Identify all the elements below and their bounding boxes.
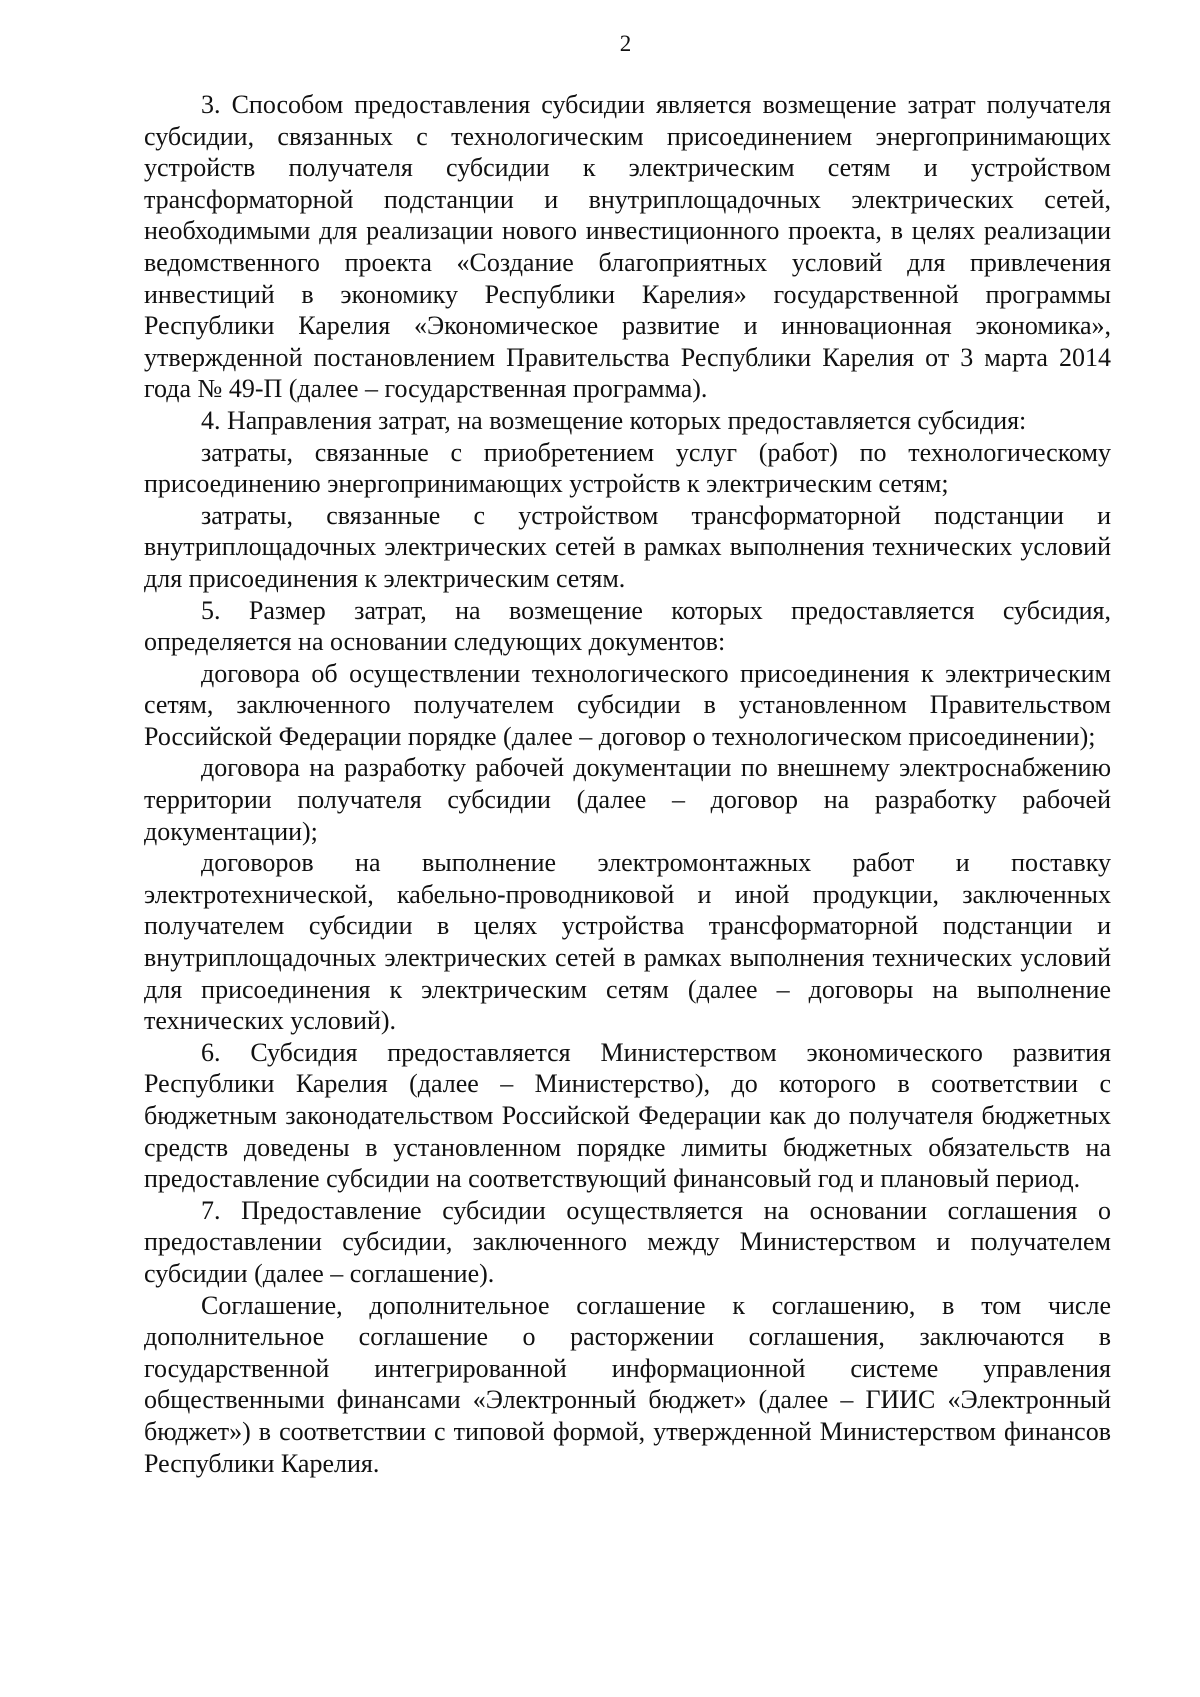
paragraph-5-item-design-contract: договора на разработку рабочей документации по внешнему электроснабжению территории получателя субсидии (далее – договор на разработку рабочей документации); <box>144 753 1111 846</box>
paragraph-5-item-connection-contract: договора об осуществлении технологического присоединения к электрическим сетям, заключенного получателем субсидии в установленном Правительством Российской Федерации порядке (далее – договор о технологическом присоединении); <box>144 658 1111 751</box>
paragraph-7-agreement: 7. Предоставление субсидии осуществляется на основании соглашения о предоставлении субсидии, заключенного между Министерством и получателем субсидии (далее – соглашение). <box>144 1195 1111 1288</box>
paragraph-3-subsidy-method: 3. Способом предоставления субсидии является возмещение затрат получателя субсидии, связанных с технологическим присоединением энергопринимающих устройств получателя субсидии к электрическим сетям и устройством трансформаторной подстанции и внутриплощадочных электрических сетей, необходимыми для реализации нового инвестиционного проекта, в целях реализации ведомственного проекта «Создание благоприятных условий для привлечения инвестиций в экономику Республики Карелия» государственной программы Республики Карелия «Экономическое развитие и инновационная экономика», утвержденной постановлением Правительства Республики Карелия от 3 марта 2014 года № 49-П (далее – государственная программа). <box>144 90 1111 404</box>
paragraph-5-cost-amount: 5. Размер затрат, на возмещение которых предоставляется субсидия, определяется на основании следующих документов: <box>144 595 1111 657</box>
page-number: 2 <box>619 31 632 56</box>
paragraph-4-item-connection-costs: затраты, связанные с приобретением услуг (работ) по технологическому присоединению энергопринимающих устройств к электрическим сетям; <box>144 437 1111 499</box>
document-body <box>144 89 1111 1479</box>
paragraph-5-item-works-contracts: договоров на выполнение электромонтажных работ и поставку электротехнической, кабельно-проводниковой и иной продукции, заключенных получателем субсидии в целях устройства трансформаторной подстанции и внутриплощадочных электрических сетей в рамках выполнения технических условий для присоединения к электрическим сетям (далее – договоры на выполнение технических условий). <box>144 848 1111 1036</box>
paragraph-4-cost-directions: 4. Направления затрат, на возмещение которых предоставляется субсидия: <box>201 405 1027 435</box>
paragraph-7-agreement-procedure: Соглашение, дополнительное соглашение к соглашению, в том числе дополнительное соглашение о расторжении соглашения, заключаются в государственной интегрированной информационной системе управления общественными финансами «Электронный бюджет» (далее – ГИИС «Электронный бюджет») в соответствии с типовой формой, утвержденной Министерством финансов Республики Карелия. <box>144 1290 1111 1478</box>
paragraph-4-item-substation-costs: затраты, связанные с устройством трансформаторной подстанции и внутриплощадочных электрических сетей в рамках выполнения технических условий для присоединения к электрическим сетям. <box>144 500 1111 593</box>
paragraph-6-ministry: 6. Субсидия предоставляется Министерством экономического развития Республики Карелия (далее – Министерство), до которого в соответствии с бюджетным законодательством Российской Федерации как до получателя бюджетных средств доведены в установленном порядке лимиты бюджетных обязательств на предоставление субсидии на соответствующий финансовый год и плановый период. <box>144 1037 1111 1194</box>
